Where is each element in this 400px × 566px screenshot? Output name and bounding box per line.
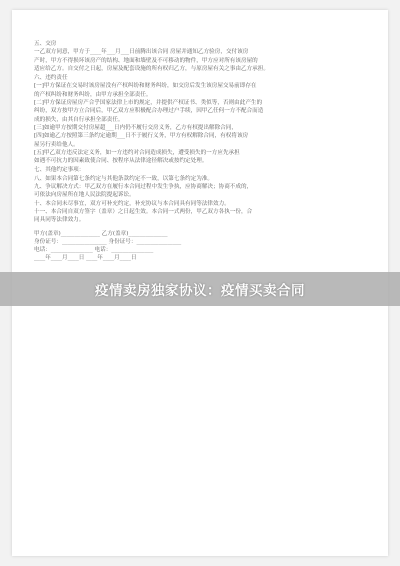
contract-line: 的产权纠纷和财务纠纷，由甲方承担全部责任。 — [34, 91, 152, 98]
signature-party-line: 甲方(盖章)______________ 乙方(盖章)______________ — [34, 230, 168, 237]
contract-line: 同具同等法律效力。 — [34, 217, 85, 224]
signature-block — [34, 230, 352, 263]
contract-line: 可依法向房屋所在地人民法院提起诉讼。 — [34, 192, 135, 199]
section-heading: 六、违约责任 — [34, 75, 68, 82]
contract-line: 成的损失，由其自行承担全部责任。 — [34, 116, 124, 123]
contract-line: [三]如逾甲方按期交付房屋超___日内仍不履行交房义务，乙方有权提出解除合同， — [34, 124, 237, 131]
signature-date-line: ____年____月____日 ____年____月____日 — [34, 255, 137, 262]
contract-line: 屋另行卖给他人。 — [34, 141, 79, 148]
contract-body — [34, 40, 352, 263]
section-heading: 七、其他约定事项： — [34, 167, 85, 174]
contract-line: 十一、本合同自双方签字（盖章）之日起生效。本合同一式两份，甲乙双方各执一份，合 — [34, 208, 253, 215]
contract-line: 产时，甲方不得损坏该房产的结构、地面和墙壁及不可移动的物件，甲方应对所有该房屋的 — [34, 57, 258, 64]
section-heading: 五、交房 — [34, 41, 57, 47]
contract-line: 九、争议解决方式：甲乙双方在履行本合同过程中发生争执，应协商解决；协商不成的， — [34, 184, 253, 191]
contract-line: 适应给乙方。自交付之日起，房屋及配套设施的所有权归乙方，与原房屋有关之事由乙方承担。 — [34, 65, 269, 72]
title-banner — [0, 272, 400, 306]
contract-line: 一乙双方同意，甲方于____年___月___日前腾出该合同 房屋并通知乙方验房，交付该房 — [34, 49, 249, 56]
signature-id-line: 身份证号：________________ 身份证号：________________ — [34, 238, 182, 245]
contract-line: [一]甲方保证在交易时该房屋没有产权纠纷和财务纠纷，如交房后发生该房屋交易前即存在 — [34, 83, 257, 90]
contract-line: [五]甲乙双方违反法定义务，如一方违约对合同造成损失，遭受损失的一方应先承担 — [34, 149, 240, 156]
contract-line: 八、如果本合同第七条约定与其他条款约定不一致，以第七条约定为准。 — [34, 175, 214, 182]
contract-line: 纠纷，双方按甲方立合同后，甲乙双方应积极配合办理过户手续，因甲乙任何一方不配合而造 — [34, 108, 264, 115]
contract-line: 如遇不可抗力的因素致使合同、按程序从法律途径解决或按约定处理。 — [34, 158, 208, 165]
contract-line: 十、本合同未尽事宜，双方可补充约定，补充协议与本合同具有同等法律效力。 — [34, 200, 230, 207]
signature-phone-line: 电话：_______________ 电话：_______________ — [34, 247, 154, 254]
contract-line: [四]如逾乙方按照第三条约定逾期___日不于履行义务，甲方有权解除合同，有权将该房 — [34, 133, 249, 140]
contract-line: [二]甲方保证房屋房产合乎国家法律上市的规定，并提供产权证书、类似等，否则由此产生的 — [34, 100, 263, 107]
banner-title: 疫情卖房独家协议：疫情买卖合同 — [95, 283, 305, 299]
